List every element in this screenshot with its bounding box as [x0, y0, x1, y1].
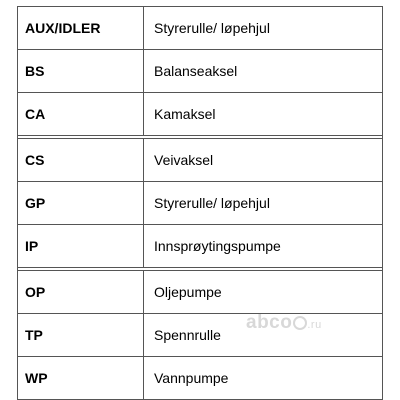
watermark-tld: .ru: [307, 319, 322, 331]
code-cell: BS: [18, 50, 144, 92]
code-cell: IP: [18, 225, 144, 267]
table-row: [17, 92, 383, 135]
watermark-ring-icon: [293, 316, 307, 330]
code-cell: CA: [18, 93, 144, 135]
abco-watermark: [246, 312, 322, 334]
table-row: [17, 224, 383, 267]
description-cell: Innsprøytingspumpe: [154, 238, 281, 254]
code-cell: WP: [18, 357, 144, 399]
code-cell: AUX/IDLER: [18, 7, 144, 49]
description-cell: Vannpumpe: [154, 370, 229, 386]
code-cell: OP: [18, 271, 144, 313]
description-cell: Balanseaksel: [154, 63, 238, 79]
table-row: [17, 356, 383, 400]
description-cell: Oljepumpe: [154, 284, 222, 300]
table-row: [17, 313, 383, 356]
description-cell: Spennrulle: [154, 327, 221, 343]
description-cell: Styrerulle/ løpehjul: [154, 195, 270, 211]
code-cell: TP: [18, 314, 144, 356]
watermark-brand: abco: [246, 312, 293, 333]
table-row: [17, 181, 383, 224]
description-cell: Kamaksel: [154, 106, 216, 122]
abbreviation-table: [17, 6, 383, 400]
table-row: [17, 138, 383, 181]
code-cell: GP: [18, 182, 144, 224]
description-cell: Veivaksel: [154, 152, 214, 168]
code-cell: CS: [18, 139, 144, 181]
table-row: [17, 49, 383, 92]
description-cell: Styrerulle/ løpehjul: [154, 20, 270, 36]
table-row: [17, 6, 383, 49]
table-row: [17, 270, 383, 313]
